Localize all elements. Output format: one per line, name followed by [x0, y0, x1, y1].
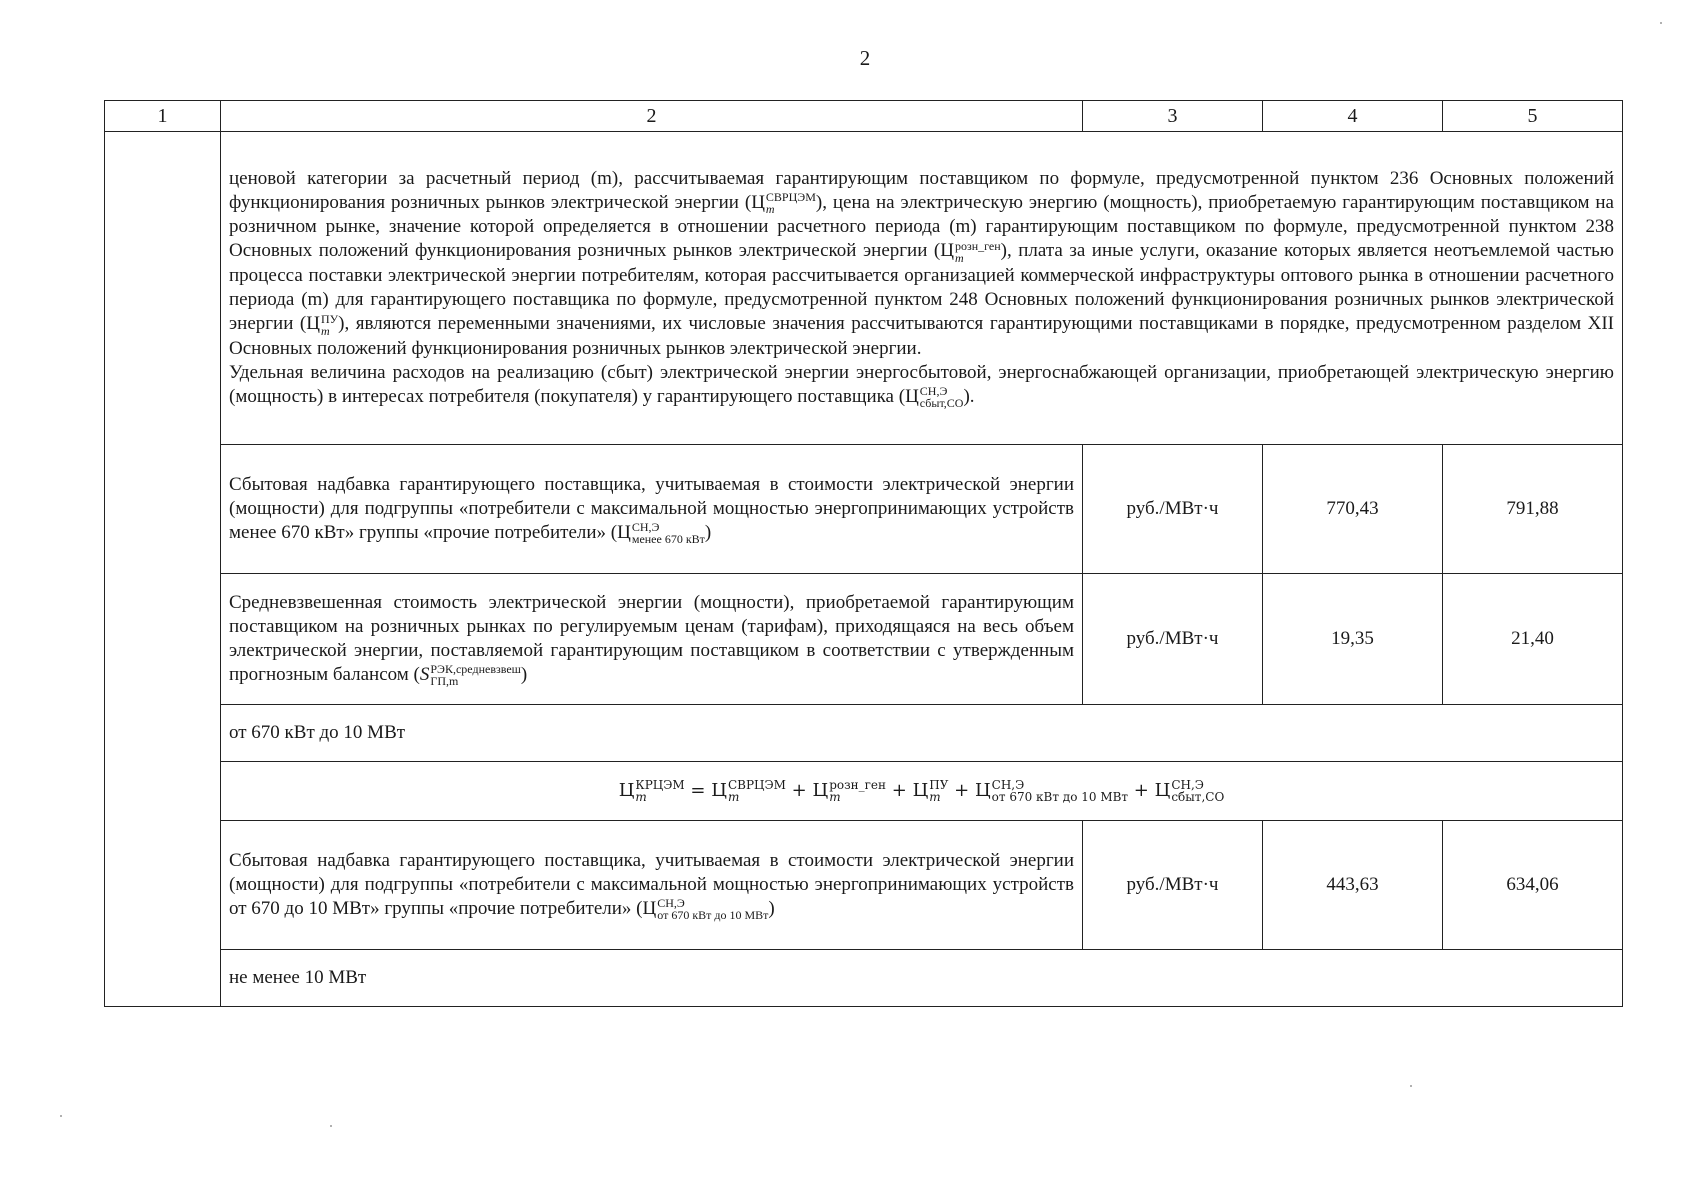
unit-cell: руб./МВт·ч — [1083, 445, 1263, 574]
header-col-3: 3 — [1083, 101, 1263, 132]
scan-speck — [330, 1125, 332, 1127]
table-row — [105, 821, 1623, 950]
scan-speck — [60, 1115, 62, 1117]
subheading-10mw: не менее 10 МВт — [221, 950, 1623, 1007]
row-number-cell — [105, 132, 221, 1007]
intro-paragraph-1: ценовой категории за расчетный период (m), рассчитываемая гарантирующим поставщиком по формуле, предусмотренной пунктом 236 Основных положений функционирования розничных рынков электрической энергии (Ц СВРЦЭМ m ), цена на электрическую энергию (мощность), приобретаемую гарантирующим поставщиком на розничном рынке, значение которой определяется в отношении расчетного периода (m) гарантирующим поставщиком по формуле, предусмотренной пунктом 238 Основных положений функционирования розничных рынков электрической энергии (Ц розн_ген m ), плата за иные услуги, оказание которых является неотъемлемой частью процесса поставки электрической энергии потребителям, которая рассчитывается организацией коммерческой инфраструктуры оптового рынка в отношении расчетного периода (m) для гарантирующего поставщика по формуле, предусмотренной пунктом 248 Основных положений функционирования розничных рынков электрической энергии (Ц ПУ m ), являются переменными значениями, их числовые значения рассчитываются гарантирующими поставщиками в порядке, предусмотренном разделом XII Основных положений функционирования розничных рынков электрической энергии. — [229, 167, 1614, 359]
header-col-2: 2 — [221, 101, 1083, 132]
header-col-1: 1 — [105, 101, 221, 132]
value-col-5: 634,06 — [1443, 821, 1623, 950]
header-col-4: 4 — [1263, 101, 1443, 132]
header-row — [105, 101, 1623, 132]
intro-text-cell — [221, 132, 1623, 445]
row-description: Средневзвешенная стоимость электрической энергии (мощности), приобретаемой гарантирующим поставщиком на розничных рынках по регулируемым ценам (тарифам), приходящаяся на весь объем электрической энергии, поставляемой гарантирующим поставщиком в соответствии с утвержденным прогнозным балансом (S РЭК,средневзвеш ГП,m ) — [221, 574, 1083, 705]
table-row — [105, 574, 1623, 705]
value-col-5: 791,88 — [1443, 445, 1623, 574]
unit-cell: руб./МВт·ч — [1083, 574, 1263, 705]
table-row — [105, 445, 1623, 574]
value-col-4: 770,43 — [1263, 445, 1443, 574]
value-col-5: 21,40 — [1443, 574, 1623, 705]
row-description: Сбытовая надбавка гарантирующего поставщика, учитываемая в стоимости электрической энергии (мощности) для подгруппы «потребители с максимальной мощностью энергопринимающих устройств от 670 до 10 МВт» группы «прочие потребители» (Ц СН,Э от 670 кВт до 10 МВт ) — [221, 821, 1083, 950]
row-description: Сбытовая надбавка гарантирующего поставщика, учитываемая в стоимости электрической энергии (мощности) для подгруппы «потребители с максимальной мощностью энергопринимающих устройств менее 670 кВт» группы «прочие потребители» (Ц СН,Э менее 670 кВт ) — [221, 445, 1083, 574]
page-number: 2 — [859, 46, 871, 70]
formula-cell — [221, 762, 1623, 821]
intro-paragraph-2: Удельная величина расходов на реализацию (сбыт) электрической энергии энергосбытовой, энергоснабжающей организации, приобретающей электрическую энергию (мощность) в интересах потребителя (покупателя) у гарантирующего поставщика (Ц СН,Э сбыт,СО ). — [229, 361, 1614, 411]
price-formula: Ц КРЦЭМ m = Ц СВРЦЭМ m + Ц розн_ген m + Ц ПУ m + Ц СН,Э от 670 кВт до 10 МВт + Ц СН,Э сбыт,СО — [618, 778, 1225, 804]
tariff-table — [104, 100, 1623, 1007]
scan-speck — [1410, 1085, 1412, 1087]
subheading-row — [105, 950, 1623, 1007]
scan-speck — [1660, 22, 1662, 24]
formula-row — [105, 762, 1623, 821]
header-col-5: 5 — [1443, 101, 1623, 132]
unit-cell: руб./МВт·ч — [1083, 821, 1263, 950]
subheading-row — [105, 705, 1623, 762]
value-col-4: 19,35 — [1263, 574, 1443, 705]
intro-row — [105, 132, 1623, 445]
subheading-670-10: от 670 кВт до 10 МВт — [221, 705, 1623, 762]
value-col-4: 443,63 — [1263, 821, 1443, 950]
